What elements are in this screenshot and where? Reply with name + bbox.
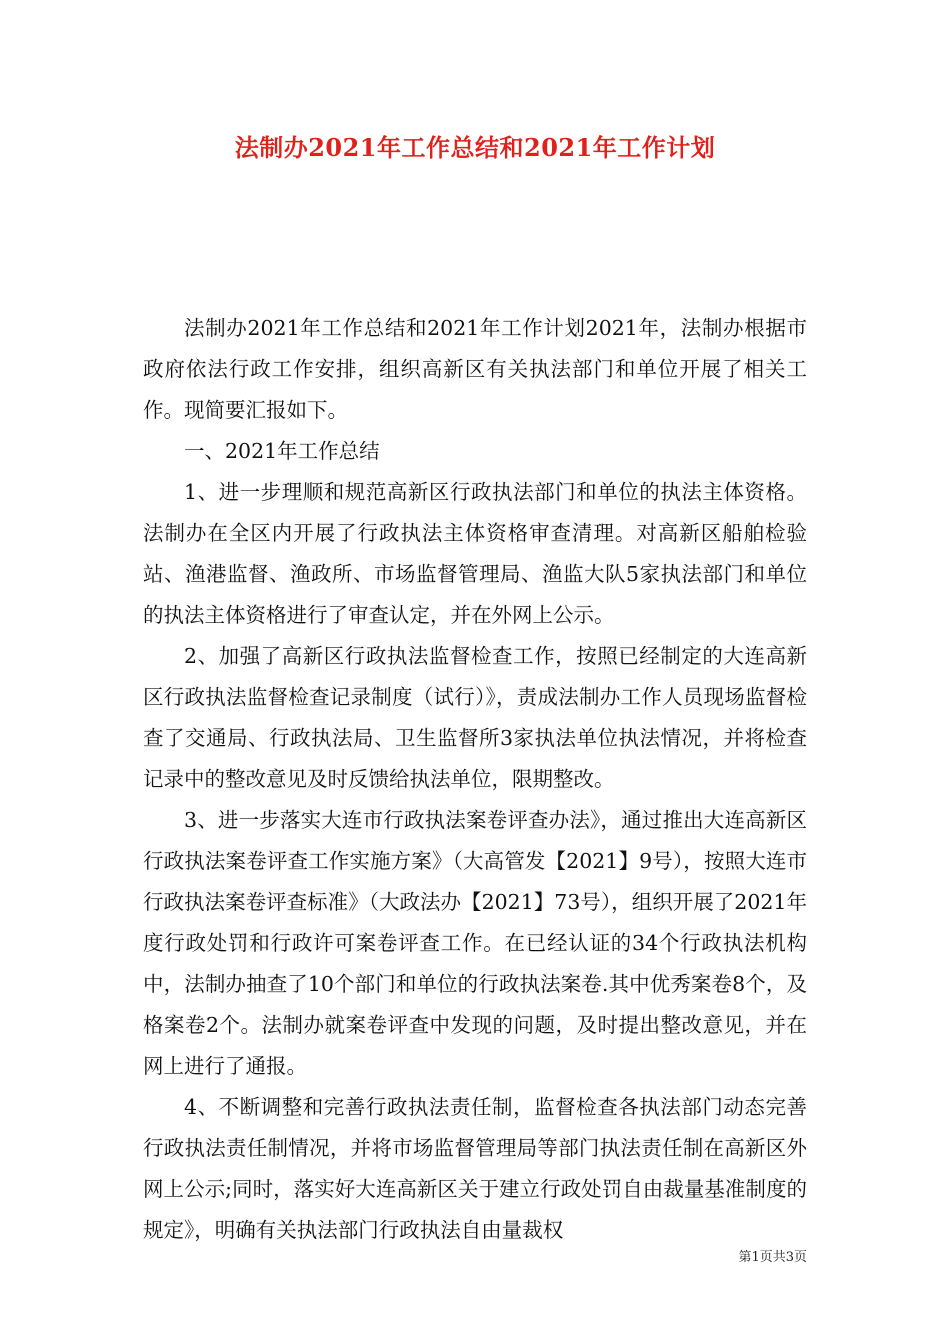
paragraph-item-3: 3、进一步落实大连市行政执法案卷评查办法》，通过推出大连高新区行政执法案卷评查工作实施方案》（大高管发【2021】9号），按照大连市行政执法案卷评查标准》（大政法办【2021】73号），组织开展了2021年度行政处罚和行政许可案卷评查工作。在已经认证的34个行政执法机构中，法制办抽查了10个部门和单位的行政执法案卷.其中优秀案卷8个，及格案卷2个。法制办就案卷评查中发现的问题，及时提出整改意见，并在网上进行了通报。 xyxy=(143,808,807,1078)
paragraph-item-1: 1、进一步理顺和规范高新区行政执法部门和单位的执法主体资格。法制办在全区内开展了行政执法主体资格审查清理。对高新区船舶检验站、渔港监督、渔政所、市场监督管理局、渔监大队5家执法部门和单位的执法主体资格进行了审查认定，并在外网上公示。 xyxy=(143,480,807,627)
paragraph-item-2: 2、加强了高新区行政执法监督检查工作，按照已经制定的大连高新区行政执法监督检查记录制度（试行）》，责成法制办工作人员现场监督检查了交通局、行政执法局、卫生监督所3家执法单位执法情况，并将检查记录中的整改意见及时反馈给执法单位，限期整改。 xyxy=(143,644,807,791)
document-body xyxy=(143,308,807,1251)
section-heading: 一、2021年工作总结 xyxy=(184,439,380,463)
paragraph-item-4: 4、不断调整和完善行政执法责任制，监督检查各执法部门动态完善行政执法责任制情况，并将市场监督管理局等部门执法责任制在高新区外网上公示;同时，落实好大连高新区关于建立行政处罚自由裁量基准制度的规定》，明确有关执法部门行政执法自由量裁权 xyxy=(143,1095,807,1242)
page-number: 第1页共3页 xyxy=(738,1250,807,1265)
document-title: 法制办2021年工作总结和2021年工作计划 xyxy=(234,133,716,162)
paragraph-intro: 法制办2021年工作总结和2021年工作计划2021年，法制办根据市政府依法行政工作安排，组织高新区有关执法部门和单位开展了相关工作。现简要汇报如下。 xyxy=(143,316,807,422)
